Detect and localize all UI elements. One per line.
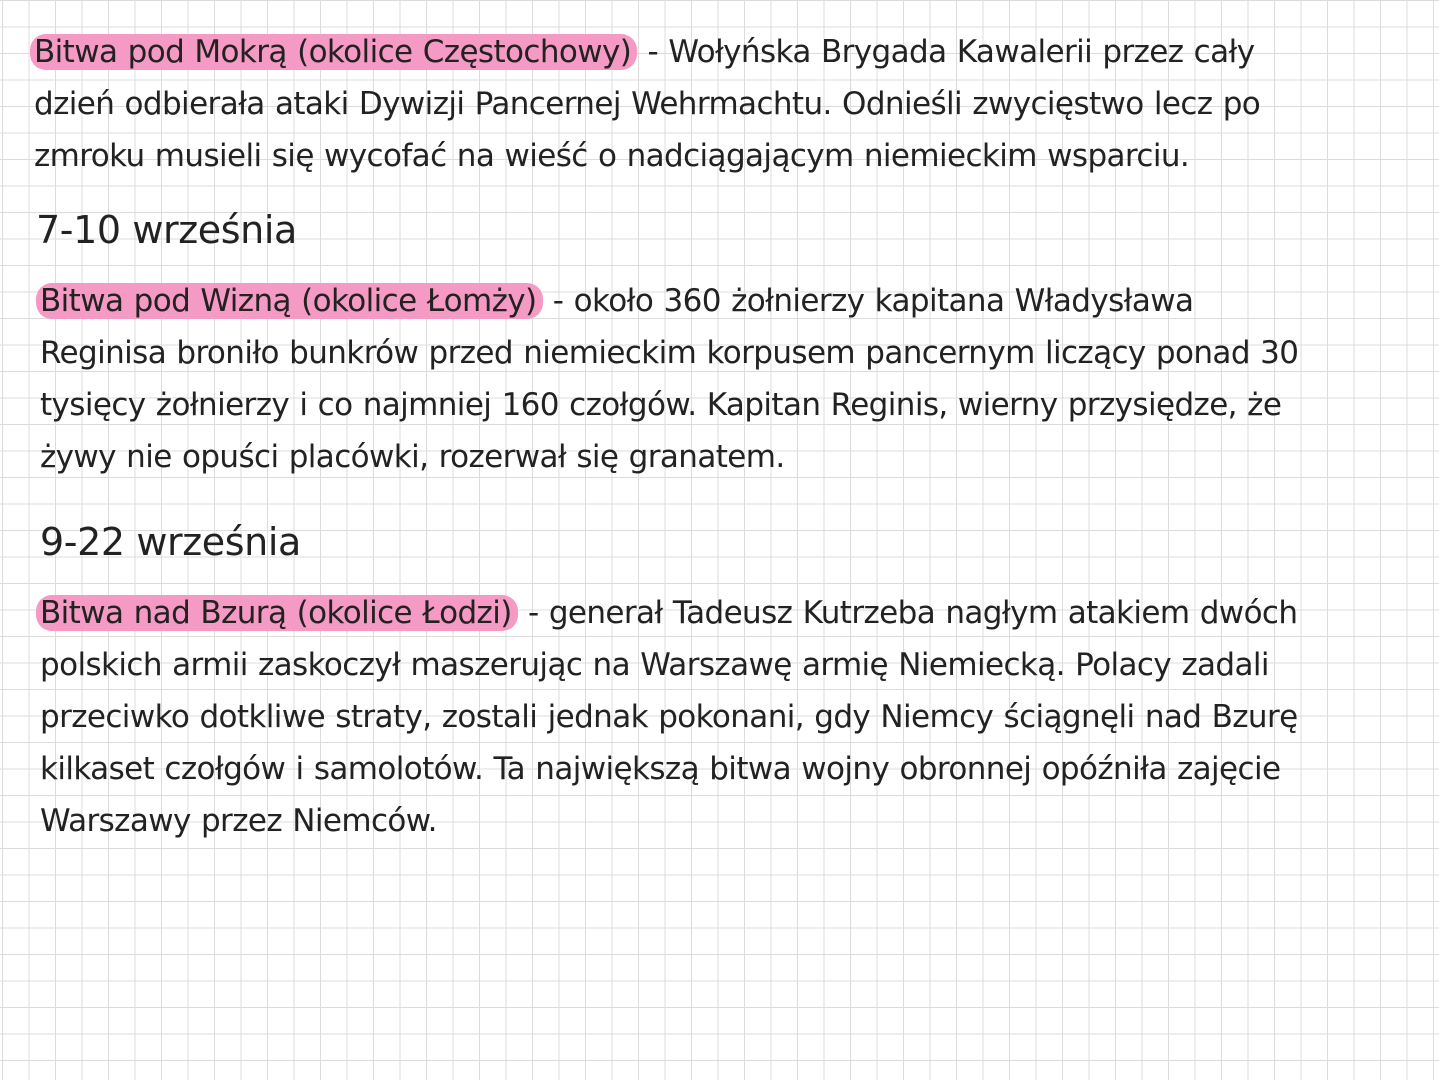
paragraph-line: Warszawy przez Niemców. bbox=[40, 803, 437, 839]
date-heading: 7-10 września bbox=[36, 208, 297, 252]
paragraph-line: dzień odbierała ataki Dywizji Pancernej Wehrmachtu. Odnieśli zwycięstwo lecz po bbox=[34, 86, 1261, 122]
highlighted-battle-name: Bitwa pod Mokrą (okolice Częstochowy) bbox=[30, 34, 637, 70]
battle-mokra-paragraph bbox=[34, 26, 1260, 182]
paragraph-line: zmroku musieli się wycofać na wieść o nadciągającym niemieckim wsparciu. bbox=[34, 138, 1190, 174]
date-heading: 9-22 września bbox=[40, 520, 301, 564]
paragraph-line bbox=[40, 587, 1298, 639]
highlighted-battle-name: Bitwa nad Bzurą (okolice Łodzi) bbox=[36, 595, 518, 631]
highlighted-battle-name: Bitwa pod Wizną (okolice Łomży) bbox=[36, 283, 543, 319]
paragraph-line: przeciwko dotkliwe straty, zostali jednak pokonani, gdy Niemcy ściągnęli nad Bzurę bbox=[40, 699, 1298, 735]
paragraph-text: - około 360 żołnierzy kapitana Władysława bbox=[542, 283, 1194, 319]
paragraph-line: polskich armii zaskoczył maszerując na Warszawę armię Niemiecką. Polacy zadali bbox=[40, 647, 1269, 683]
paragraph-text: - Wołyńska Brygada Kawalerii przez cały bbox=[637, 34, 1255, 70]
paragraph-line: tysięcy żołnierzy i co najmniej 160 czołgów. Kapitan Reginis, wierny przysiędze, że bbox=[40, 387, 1282, 423]
paragraph-line: kilkaset czołgów i samolotów. Ta największą bitwa wojny obronnej opóźniła zajęcie bbox=[40, 751, 1281, 787]
paragraph-line bbox=[34, 26, 1260, 78]
paragraph-text: - generał Tadeusz Kutrzeba nagłym atakiem dwóch bbox=[517, 595, 1298, 631]
paragraph-line: żywy nie opuści placówki, rozerwał się granatem. bbox=[40, 439, 785, 475]
paragraph-line bbox=[40, 275, 1298, 327]
battle-bzura-paragraph bbox=[40, 587, 1298, 847]
paragraph-line: Reginisa broniło bunkrów przed niemieckim korpusem pancernym liczący ponad 30 bbox=[40, 335, 1299, 371]
battle-wizna-paragraph bbox=[40, 275, 1298, 483]
